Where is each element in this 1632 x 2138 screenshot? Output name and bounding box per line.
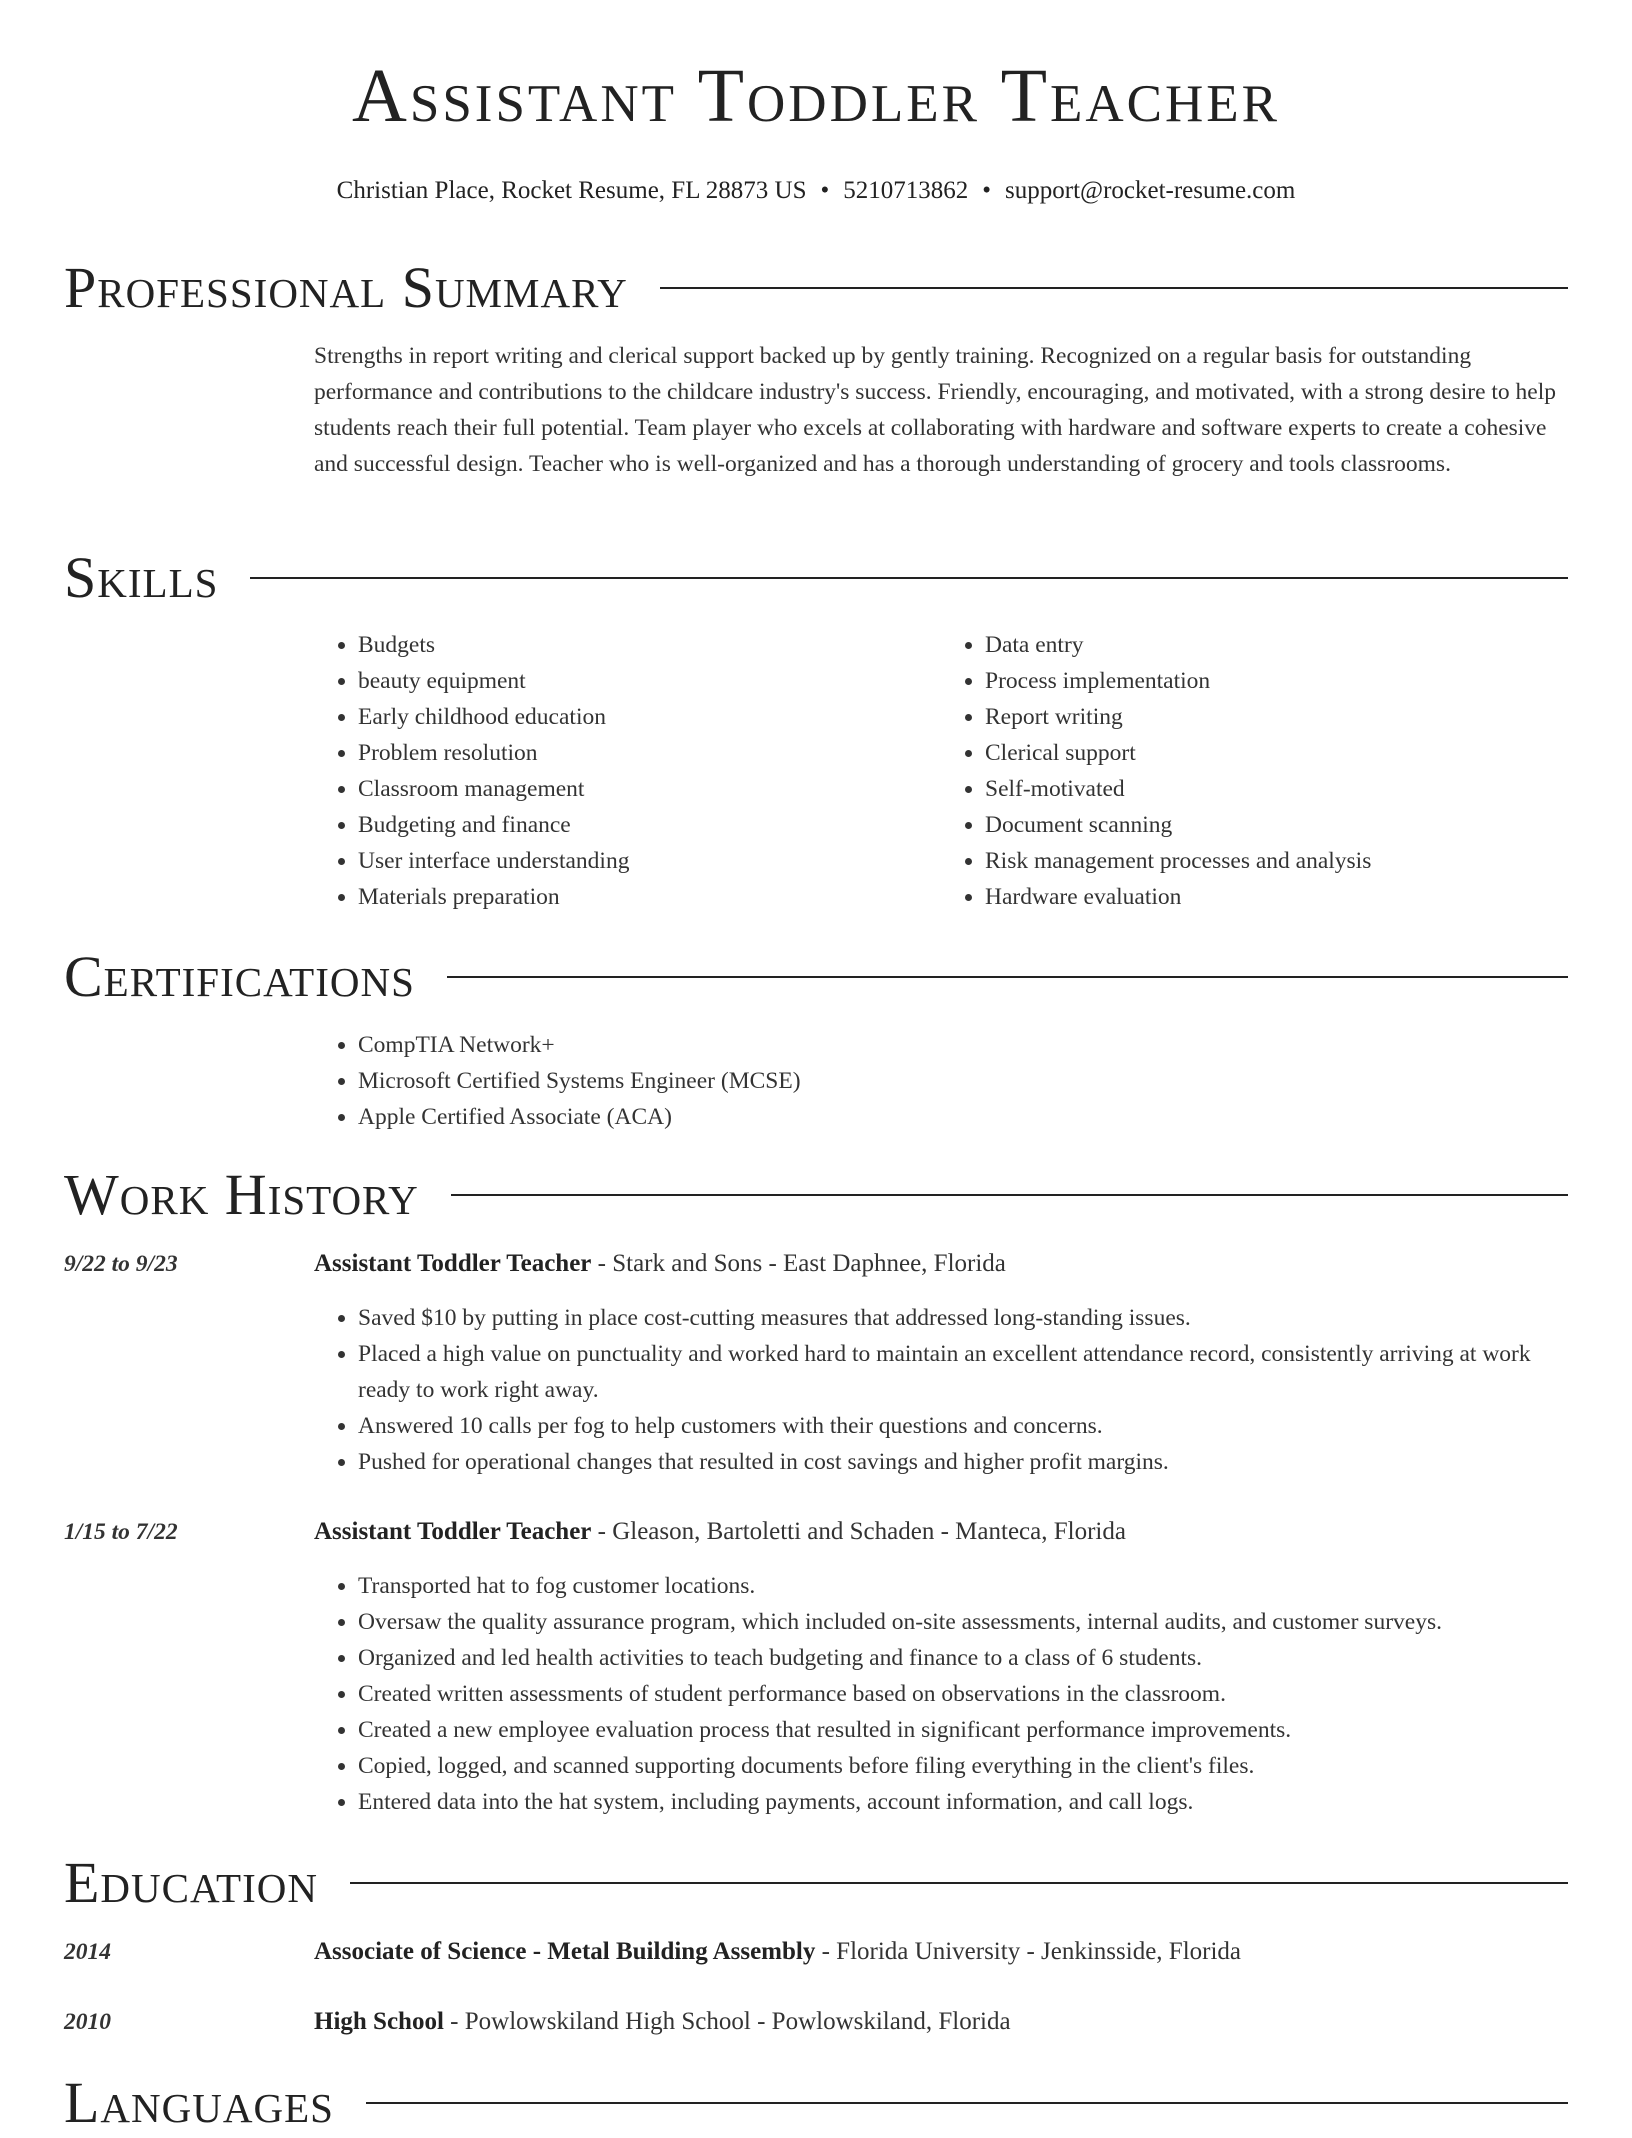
job-dates: 1/15 to 7/22 xyxy=(64,1519,178,1545)
summary-body xyxy=(314,338,1568,482)
job-duty: • Created written assessments of student performance based on observations in the classroom. xyxy=(358,1676,1568,1712)
education-section-header xyxy=(64,1848,1568,1918)
job-duty: • Created a new employee evaluation process that resulted in significant performance improvements. xyxy=(358,1712,1568,1748)
summary-heading: Professional Summary xyxy=(64,255,628,320)
skill-item: • Document scanning xyxy=(985,807,1568,843)
contact-separator: • xyxy=(982,177,992,204)
job-duties-list xyxy=(314,1568,1568,1820)
job-duty: • Transported hat to fog customer locations. xyxy=(358,1568,1568,1604)
job-duties-list xyxy=(314,1300,1568,1480)
section-divider xyxy=(250,577,1568,579)
education-degree: High School xyxy=(314,2008,444,2035)
education-title-line xyxy=(314,1934,1568,1970)
skill-item: • Risk management processes and analysis xyxy=(985,843,1568,879)
languages-heading: Languages xyxy=(64,2070,334,2135)
skill-item: • User interface understanding xyxy=(358,843,941,879)
job-duty: • Answered 10 calls per fog to help customers with their questions and concerns. xyxy=(358,1408,1568,1444)
education-heading: Education xyxy=(64,1850,318,1915)
job-duty: • Copied, logged, and scanned supporting documents before filing everything in the client's files. xyxy=(358,1748,1568,1784)
summary-text: Strengths in report writing and clerical support backed up by gently training. Recognized on a regular basis for outstanding performance and contributions to the childcare industry's success. Friendly, encouraging, and motivated, with a strong desire to help students reach their full potential. Team player who excels at collaborating with hardware and software experts to create a cohesive and successful design. Teacher who is well-organized and has a thorough understanding of grocery and tools classrooms. xyxy=(314,343,1557,477)
job-dates: 9/22 to 9/23 xyxy=(64,1251,178,1277)
skill-item: • Problem resolution xyxy=(358,735,941,771)
skill-item: • Budgeting and finance xyxy=(358,807,941,843)
skills-list-left xyxy=(314,627,941,915)
languages-section-header xyxy=(64,2068,1568,2138)
certification-item: • CompTIA Network+ xyxy=(358,1027,1568,1063)
certifications-list xyxy=(314,1027,1568,1135)
certifications-heading: Certifications xyxy=(64,944,415,1009)
work-heading: Work History xyxy=(64,1162,419,1227)
education-entry xyxy=(314,1934,1568,1970)
contact-line xyxy=(0,176,1632,206)
section-divider xyxy=(660,287,1568,289)
skill-item: • Materials preparation xyxy=(358,879,941,915)
skill-item: • Self-motivated xyxy=(985,771,1568,807)
contact-email: support@rocket-resume.com xyxy=(1005,177,1296,204)
skill-item: • Budgets xyxy=(358,627,941,663)
education-school: - Powlowskiland High School - Powlowskiland, Florida xyxy=(443,2008,1011,2035)
job-duty: • Organized and led health activities to teach budgeting and finance to a class of 6 students. xyxy=(358,1640,1568,1676)
job-duty: • Pushed for operational changes that resulted in cost savings and higher profit margins. xyxy=(358,1444,1568,1480)
summary-section-header xyxy=(64,253,1568,323)
skills-section-header xyxy=(64,543,1568,613)
skill-item: • beauty equipment xyxy=(358,663,941,699)
education-title-line xyxy=(314,2004,1568,2040)
skill-item: • Classroom management xyxy=(358,771,941,807)
education-degree: Associate of Science - Metal Building Assembly xyxy=(314,1938,816,1965)
job-title: Assistant Toddler Teacher xyxy=(314,1518,592,1545)
job-employer: - Gleason, Bartoletti and Schaden - Manteca, Florida xyxy=(591,1518,1126,1545)
job-entry xyxy=(314,1246,1568,1480)
contact-separator: • xyxy=(820,177,830,204)
job-employer: - Stark and Sons - East Daphnee, Florida xyxy=(591,1250,1006,1277)
job-entry xyxy=(314,1514,1568,1820)
skill-item: • Data entry xyxy=(985,627,1568,663)
education-year: 2014 xyxy=(64,1939,111,1965)
education-year: 2010 xyxy=(64,2009,111,2035)
skills-list-right xyxy=(941,627,1568,915)
job-duty: • Oversaw the quality assurance program, which included on-site assessments, internal audits, and customer surveys. xyxy=(358,1604,1568,1640)
resume-name: Assistant Toddler Teacher xyxy=(351,54,1281,138)
job-title: Assistant Toddler Teacher xyxy=(314,1250,592,1277)
skill-item: • Clerical support xyxy=(985,735,1568,771)
skills-heading: Skills xyxy=(64,545,219,610)
skill-item: • Hardware evaluation xyxy=(985,879,1568,915)
job-duty: • Entered data into the hat system, including payments, account information, and call logs. xyxy=(358,1784,1568,1820)
certifications-section-header xyxy=(64,942,1568,1012)
skill-item: • Process implementation xyxy=(985,663,1568,699)
certifications-body xyxy=(314,1027,1568,1135)
section-divider xyxy=(350,1882,1568,1884)
skills-body xyxy=(314,627,1568,915)
education-school: - Florida University - Jenkinsside, Florida xyxy=(815,1938,1242,1965)
contact-phone: 5210713862 xyxy=(843,177,969,204)
certification-item: • Microsoft Certified Systems Engineer (MCSE) xyxy=(358,1063,1568,1099)
job-title-line xyxy=(314,1246,1568,1282)
certification-item: • Apple Certified Associate (ACA) xyxy=(358,1099,1568,1135)
skill-item: • Early childhood education xyxy=(358,699,941,735)
job-duty: • Saved $10 by putting in place cost-cutting measures that addressed long-standing issues. xyxy=(358,1300,1568,1336)
skills-columns xyxy=(314,627,1568,915)
section-divider xyxy=(366,2102,1568,2104)
section-divider xyxy=(451,1194,1568,1196)
job-title-line xyxy=(314,1514,1568,1550)
education-entry xyxy=(314,2004,1568,2040)
contact-address: Christian Place, Rocket Resume, FL 28873 US xyxy=(336,177,807,204)
work-section-header xyxy=(64,1160,1568,1230)
skill-item: • Report writing xyxy=(985,699,1568,735)
job-duty: • Placed a high value on punctuality and worked hard to maintain an excellent attendance record, consistently arriving at work ready to work right away. xyxy=(358,1336,1568,1408)
section-divider xyxy=(447,976,1568,978)
